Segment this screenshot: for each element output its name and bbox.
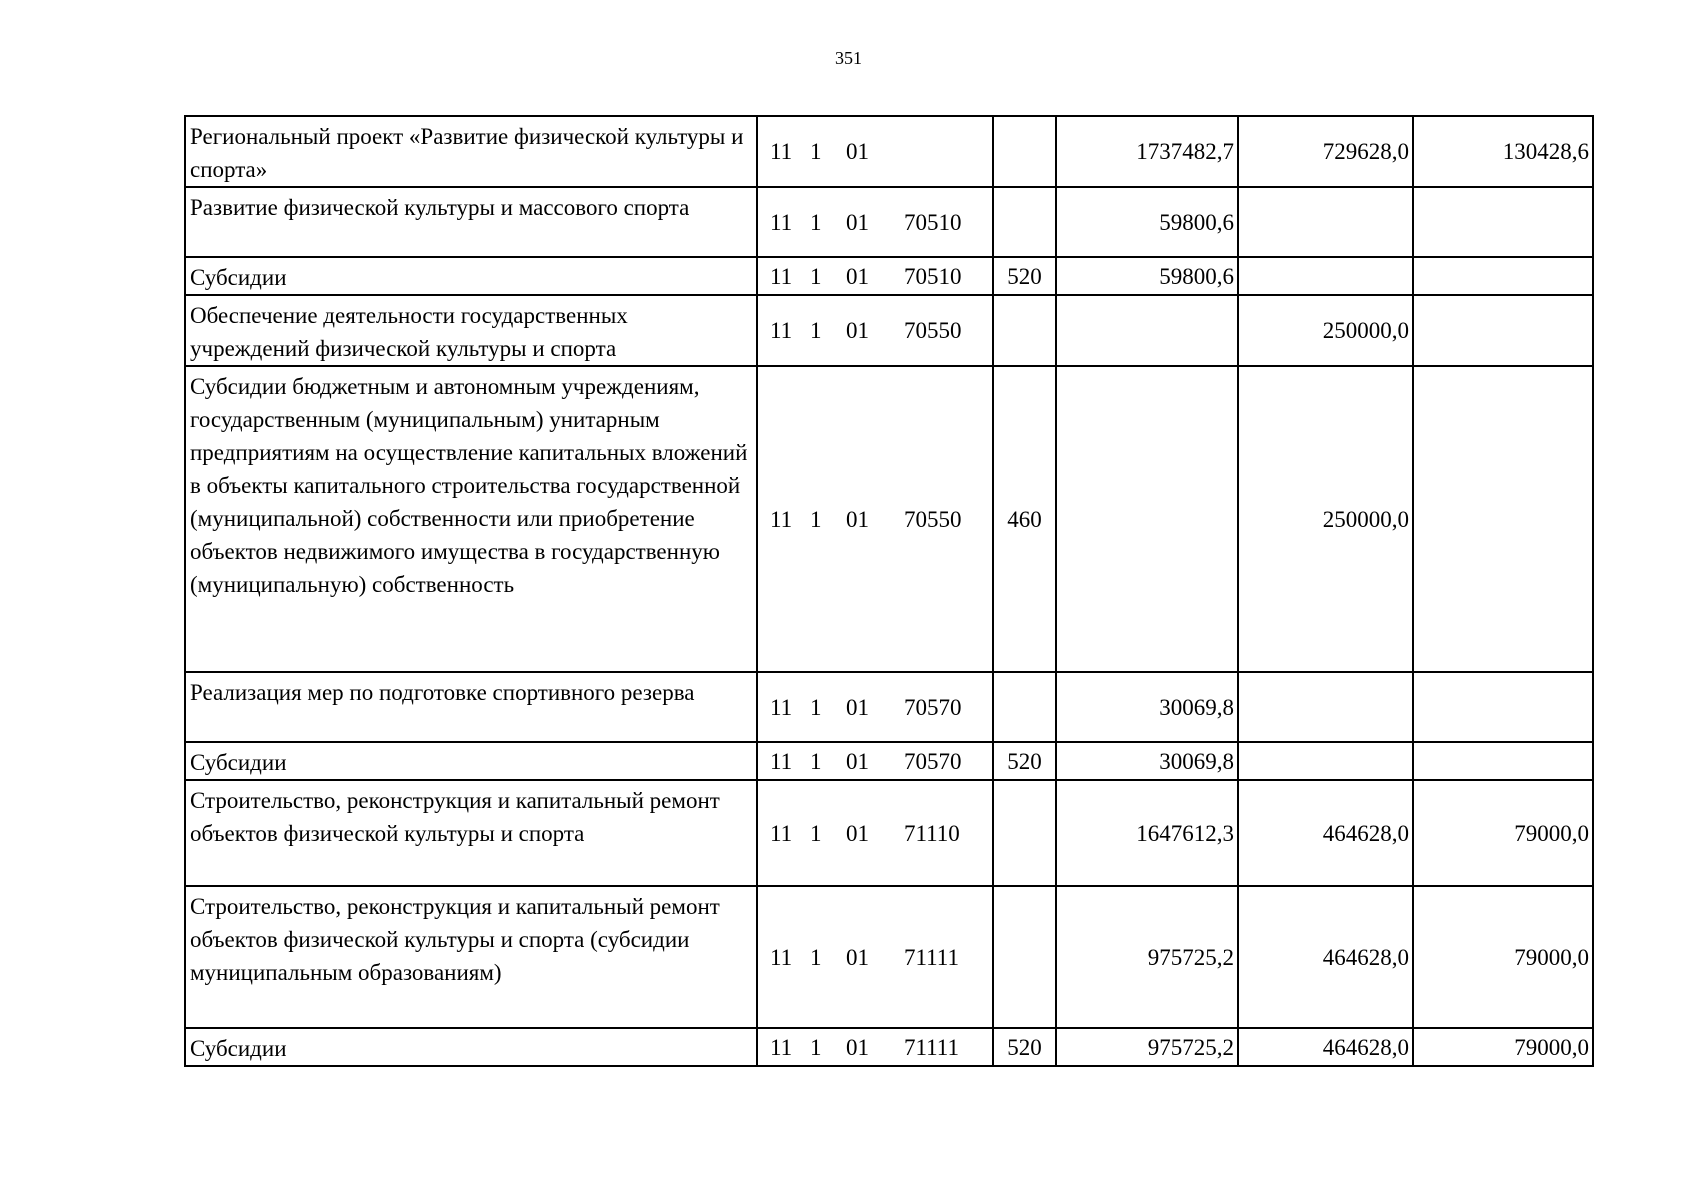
amount-2 — [1238, 672, 1413, 742]
amount-2 — [1238, 742, 1413, 780]
amount-2: 464628,0 — [1238, 780, 1413, 886]
amount-3: 130428,6 — [1413, 116, 1593, 187]
code-part: 11 — [770, 209, 793, 235]
code-part: 70510 — [904, 209, 962, 235]
table-row — [185, 187, 1593, 257]
code-part: 70550 — [904, 506, 962, 532]
code-part: 70570 — [904, 748, 962, 774]
code-part: 11 — [770, 820, 793, 846]
code-part: 11 — [770, 1034, 793, 1060]
row-name: Субсидии — [185, 1028, 757, 1066]
code-part: 1 — [810, 748, 822, 774]
amount-3 — [1413, 187, 1593, 257]
amount-3 — [1413, 366, 1593, 672]
table-row — [185, 742, 1593, 780]
row-code — [757, 366, 993, 672]
table-row — [185, 886, 1593, 1028]
table-row — [185, 780, 1593, 886]
expense-type: 520 — [993, 1028, 1056, 1066]
row-code — [757, 1028, 993, 1066]
code-part: 71111 — [904, 1034, 959, 1060]
row-code — [757, 116, 993, 187]
code-part: 71111 — [904, 944, 959, 970]
amount-2: 250000,0 — [1238, 366, 1413, 672]
amount-1: 975725,2 — [1056, 1028, 1238, 1066]
code-part: 71110 — [904, 820, 960, 846]
table-row — [185, 672, 1593, 742]
table-row — [185, 257, 1593, 295]
code-part: 1 — [810, 318, 822, 343]
code-part: 01 — [846, 820, 869, 846]
amount-3 — [1413, 295, 1593, 366]
expense-type — [993, 187, 1056, 257]
row-name: Строительство, реконструкция и капитальный ремонт объектов физической культуры и спорта (субсидии муниципальным образованиям) — [185, 886, 757, 1028]
amount-3: 79000,0 — [1413, 1028, 1593, 1066]
amount-1 — [1056, 295, 1238, 366]
row-name: Строительство, реконструкция и капитальный ремонт объектов физической культуры и спорта — [185, 780, 757, 886]
amount-1: 59800,6 — [1056, 187, 1238, 257]
code-part: 01 — [846, 263, 869, 289]
row-code — [757, 672, 993, 742]
code-part: 1 — [810, 820, 822, 846]
table-row — [185, 1028, 1593, 1066]
code-part: 70570 — [904, 694, 962, 720]
expense-type — [993, 886, 1056, 1028]
row-name: Субсидии — [185, 257, 757, 295]
expense-type: 520 — [993, 742, 1056, 780]
row-name: Региональный проект «Развитие физической культуры и спорта» — [185, 116, 757, 187]
code-part: 11 — [770, 263, 793, 289]
code-part: 11 — [770, 506, 793, 532]
amount-3: 79000,0 — [1413, 780, 1593, 886]
code-part: 1 — [810, 1034, 822, 1060]
row-code — [757, 295, 993, 366]
page-number: 351 — [835, 48, 862, 68]
code-part: 70550 — [904, 318, 962, 343]
code-part: 1 — [810, 694, 822, 720]
amount-2 — [1238, 187, 1413, 257]
code-part: 01 — [846, 139, 869, 164]
amount-2: 729628,0 — [1238, 116, 1413, 187]
code-part: 1 — [810, 139, 822, 164]
code-part: 1 — [810, 209, 822, 235]
expense-type — [993, 295, 1056, 366]
code-part: 01 — [846, 944, 869, 970]
budget-table — [184, 115, 1594, 1067]
amount-1 — [1056, 366, 1238, 672]
amount-2: 250000,0 — [1238, 295, 1413, 366]
row-code — [757, 257, 993, 295]
row-code — [757, 886, 993, 1028]
amount-3 — [1413, 742, 1593, 780]
row-code — [757, 780, 993, 886]
expense-type — [993, 116, 1056, 187]
amount-1: 30069,8 — [1056, 672, 1238, 742]
amount-1: 975725,2 — [1056, 886, 1238, 1028]
code-part: 1 — [810, 263, 822, 289]
code-part: 01 — [846, 1034, 869, 1060]
amount-2 — [1238, 257, 1413, 295]
row-name: Субсидии бюджетным и автономным учреждениям, государственным (муниципальным) унитарным предприятиям на осуществление капитальных вложений в объекты капитального строительства государственной (муниципальной) собственности или приобретение объектов недвижимого имущества в государственную (муниципальную) собственность — [185, 366, 757, 672]
amount-2: 464628,0 — [1238, 1028, 1413, 1066]
amount-1: 30069,8 — [1056, 742, 1238, 780]
expense-type: 460 — [993, 366, 1056, 672]
amount-1: 1737482,7 — [1056, 116, 1238, 187]
amount-1: 1647612,3 — [1056, 780, 1238, 886]
code-part: 01 — [846, 748, 869, 774]
table-row — [185, 295, 1593, 366]
row-name: Реализация мер по подготовке спортивного резерва — [185, 672, 757, 742]
code-part: 11 — [770, 139, 793, 164]
amount-3 — [1413, 257, 1593, 295]
amount-1: 59800,6 — [1056, 257, 1238, 295]
expense-type — [993, 780, 1056, 886]
table-row — [185, 366, 1593, 672]
code-part: 11 — [770, 748, 793, 774]
expense-type — [993, 672, 1056, 742]
amount-3 — [1413, 672, 1593, 742]
code-part: 01 — [846, 318, 869, 343]
code-part: 11 — [770, 944, 793, 970]
row-code — [757, 187, 993, 257]
code-part: 70510 — [904, 263, 962, 289]
amount-2: 464628,0 — [1238, 886, 1413, 1028]
code-part: 1 — [810, 944, 822, 970]
code-part: 11 — [770, 318, 793, 343]
amount-3: 79000,0 — [1413, 886, 1593, 1028]
expense-type: 520 — [993, 257, 1056, 295]
code-part: 01 — [846, 694, 869, 720]
row-name: Развитие физической культуры и массового спорта — [185, 187, 757, 257]
row-name: Обеспечение деятельности государственных учреждений физической культуры и спорта — [185, 295, 757, 366]
code-part: 01 — [846, 506, 869, 532]
code-part: 11 — [770, 694, 793, 720]
row-name: Субсидии — [185, 742, 757, 780]
table-row — [185, 116, 1593, 187]
code-part: 1 — [810, 506, 822, 532]
code-part: 01 — [846, 209, 869, 235]
row-code — [757, 742, 993, 780]
